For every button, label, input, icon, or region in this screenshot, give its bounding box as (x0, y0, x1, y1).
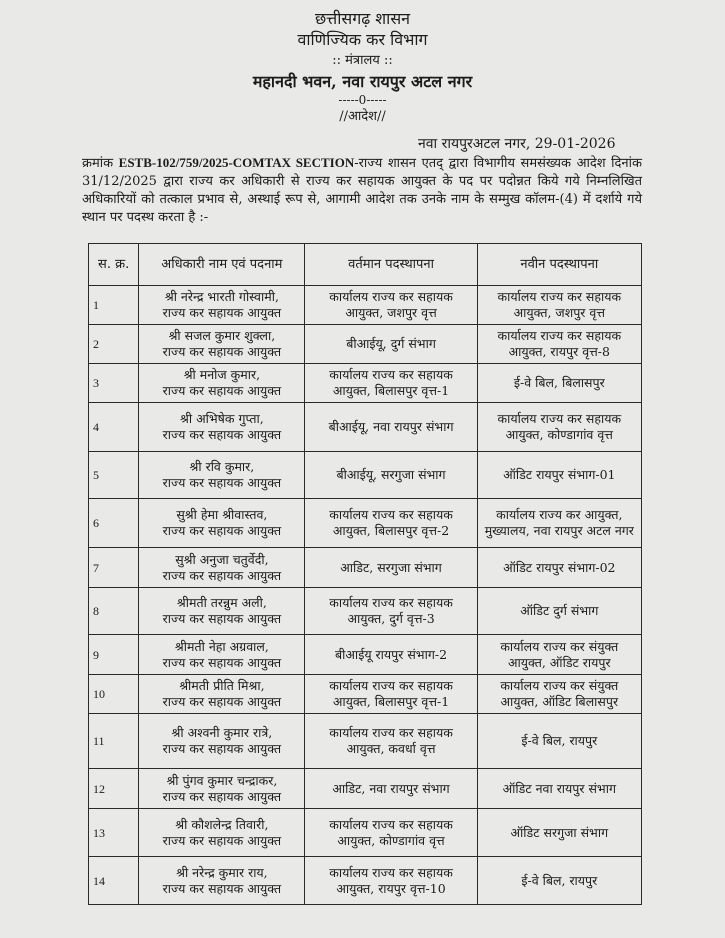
cell-officer (139, 635, 305, 675)
table-row (89, 588, 642, 635)
cell-sn (89, 364, 139, 403)
sn-text: 3 (93, 376, 99, 390)
cell-officer (139, 675, 305, 714)
cell-current-posting (305, 809, 477, 857)
cell-current-posting (305, 548, 477, 588)
cell-current-posting (305, 499, 477, 548)
cell-sn (89, 452, 139, 499)
order-number: ESTB-102/759/2025-COMTAX SECTION (118, 155, 355, 170)
officer-name: श्री पुंगव कुमार चन्द्राकर, (166, 772, 278, 788)
current-posting-text: बीआईयू, नवा रायपुर संभाग (328, 419, 454, 434)
officer-name: सुश्री हेमा श्रीवास्तव, (176, 507, 268, 522)
officer-name: श्री अश्वनी कुमार रात्रे, (171, 725, 273, 740)
cell-sn (89, 325, 139, 364)
order-prefix: क्रमांक (82, 156, 114, 171)
cell-sn (89, 548, 139, 588)
cell-new-posting (477, 769, 641, 809)
mantralaya-title: :: मंत्रालय :: (332, 53, 393, 68)
current-posting-text: कार्यालय राज्य कर सहायक आयुक्त, बिलासपुर वृत्त-1 (329, 678, 453, 709)
current-posting-text: कार्यालय राज्य कर सहायक आयुक्त, दुर्ग वृत्त-3 (329, 595, 453, 626)
sn-text: 14 (93, 873, 105, 888)
sn-text: 5 (93, 468, 99, 482)
cell-officer (139, 769, 305, 809)
officer-designation: राज्य कर सहायक आयुक्त (162, 567, 282, 583)
cell-new-posting (477, 286, 641, 325)
cell-sn (89, 588, 139, 635)
sn-text: 6 (93, 516, 99, 530)
officer-name: श्री कौशलेन्द्र तिवारी, (175, 816, 269, 832)
cell-sn (89, 809, 139, 857)
new-posting-text: ऑडिट रायपुर संभाग-01 (503, 467, 616, 482)
letterhead (0, 0, 725, 125)
officer-designation: राज्य कर सहायक आयुक्त (162, 383, 282, 398)
cell-current-posting (305, 286, 477, 325)
header-current-posting: वर्तमान पदस्थापना (305, 244, 477, 286)
officer-designation: राज्य कर सहायक आयुक्त (162, 344, 282, 359)
cell-new-posting (477, 857, 641, 905)
cell-officer (139, 548, 305, 588)
cell-current-posting (305, 588, 477, 635)
officer-name: श्रीमती नेहा अग्रवाल, (174, 638, 269, 654)
separator: -----0----- (338, 93, 387, 107)
header-new-posting: नवीन पदस्थापना (477, 244, 641, 286)
sn-text: 7 (93, 560, 99, 575)
current-posting-text: बीआईयू, दुर्ग संभाग (346, 336, 436, 351)
cell-current-posting (305, 403, 477, 452)
new-posting-text: कार्यालय राज्य कर सहायक आयुक्त, कोण्डागांव वृत्त (497, 411, 622, 442)
officer-designation: राज्य कर सहायक आयुक्त (162, 523, 282, 538)
cell-officer (139, 588, 305, 635)
new-posting-text: कार्यालय राज्य कर सहायक आयुक्त, जशपुर वृत्त (497, 289, 622, 320)
current-posting-text: कार्यालय राज्य कर सहायक आयुक्त, कोण्डागांव वृत्त (329, 816, 453, 848)
officer-name: श्री रवि कुमार, (189, 459, 255, 474)
current-posting-text: बीआईयू रायपुर संभाग-2 (335, 646, 448, 662)
cell-new-posting (477, 452, 641, 499)
order-title: //आदेश// (339, 109, 386, 124)
cell-new-posting (477, 714, 641, 769)
cell-officer (139, 286, 305, 325)
cell-current-posting (305, 857, 477, 905)
sn-text: 10 (93, 687, 105, 701)
cell-sn (89, 499, 139, 548)
cell-new-posting (477, 675, 641, 714)
new-posting-text: कार्यालय राज्य कर संयुक्त आयुक्त, ऑडिट बिलासपुर (500, 678, 619, 709)
officer-designation: राज्य कर सहायक आयुक्त (162, 475, 282, 490)
cell-officer (139, 857, 305, 905)
cell-current-posting (305, 325, 477, 364)
sn-text: 4 (93, 420, 99, 434)
cell-current-posting (305, 769, 477, 809)
current-posting-text: बीआईयू, सरगुजा संभाग (336, 467, 446, 482)
new-posting-text: ई-वे बिल, रायपुर (521, 872, 598, 888)
officer-name: श्री सजल कुमार शुक्ला, (168, 328, 276, 343)
new-posting-text: ऑडिट सरगुजा संभाग (510, 824, 609, 840)
order-paragraph (82, 154, 642, 227)
sn-text: 13 (93, 825, 105, 840)
officer-name: श्रीमती प्रीति मिश्रा, (179, 678, 265, 693)
cell-new-posting (477, 325, 641, 364)
new-posting-text: ऑडिट रायपुर संभाग-02 (503, 559, 616, 575)
address-title: महानदी भवन, नवा रायपुर अटल नगर (252, 72, 473, 91)
cell-new-posting (477, 403, 641, 452)
cell-current-posting (305, 364, 477, 403)
cell-officer (139, 325, 305, 364)
sn-text: 2 (93, 337, 99, 351)
table-body (89, 286, 642, 905)
sn-text: 1 (93, 298, 99, 312)
officer-name: श्री नरेन्द्र कुमार राय, (176, 864, 268, 880)
cell-sn (89, 769, 139, 809)
table-row (89, 452, 642, 499)
new-posting-text: कार्यालय राज्य कर आयुक्त, मुख्यालय, नवा रायपुर अटल नगर (484, 507, 634, 538)
table-row (89, 809, 642, 857)
cell-sn (89, 675, 139, 714)
cell-sn (89, 635, 139, 675)
cell-officer (139, 452, 305, 499)
current-posting-text: आडिट, सरगुजा संभाग (340, 559, 442, 575)
new-posting-text: कार्यालय राज्य कर सहायक आयुक्त, रायपुर वृत्त-8 (497, 328, 622, 359)
sn-text: 9 (93, 647, 99, 662)
cell-sn (89, 714, 139, 769)
table-row (89, 364, 642, 403)
table-row (89, 499, 642, 548)
sn-text: 8 (93, 604, 99, 618)
current-posting-text: कार्यालय राज्य कर सहायक आयुक्त, जशपुर वृत्त (329, 289, 453, 320)
cell-officer (139, 809, 305, 857)
cell-new-posting (477, 588, 641, 635)
officer-designation: राज्य कर सहायक आयुक्त (162, 741, 282, 756)
officer-designation: राज्य कर सहायक आयुक्त (162, 611, 282, 626)
table-row (89, 769, 642, 809)
new-posting-text: कार्यालय राज्य कर संयुक्त आयुक्त, ऑडिट रायपुर (500, 638, 619, 670)
place-date: नवा रायपुरअटल नगर, 29-01-2026 (418, 136, 616, 152)
table-row (89, 714, 642, 769)
cell-officer (139, 499, 305, 548)
cell-new-posting (477, 364, 641, 403)
cell-new-posting (477, 635, 641, 675)
officer-designation: राज्य कर सहायक आयुक्त (162, 654, 282, 670)
cell-sn (89, 857, 139, 905)
cell-current-posting (305, 675, 477, 714)
officer-name: सुश्री अनुजा चतुर्वेदी, (175, 551, 269, 567)
sn-text: 11 (93, 734, 105, 748)
cell-officer (139, 714, 305, 769)
table-row (89, 325, 642, 364)
officer-name: श्री नरेन्द्र भारती गोस्वामी, (164, 289, 279, 304)
cell-officer (139, 364, 305, 403)
officer-name: श्री अभिषेक गुप्ता, (180, 411, 264, 426)
posting-table (88, 243, 642, 905)
current-posting-text: कार्यालय राज्य कर सहायक आयुक्त, बिलासपुर वृत्त-2 (329, 507, 453, 538)
officer-designation: राज्य कर सहायक आयुक्त (162, 694, 282, 709)
officer-designation: राज्य कर सहायक आयुक्त (162, 788, 282, 804)
new-posting-text: ऑडिट नवा रायपुर संभाग (502, 780, 616, 796)
cell-new-posting (477, 548, 641, 588)
current-posting-text: कार्यालय राज्य कर सहायक आयुक्त, रायपुर वृत्त-10 (329, 864, 453, 896)
current-posting-text: कार्यालय राज्य कर सहायक आयुक्त, कवर्धा वृत्त (329, 725, 453, 756)
header-sn: स. क्र. (89, 244, 139, 286)
table-row (89, 675, 642, 714)
table-header-row (89, 244, 642, 286)
officer-designation: राज्य कर सहायक आयुक्त (162, 305, 282, 320)
new-posting-text: ई-वे बिल, रायपुर (521, 733, 598, 748)
current-posting-text: आडिट, नवा रायपुर संभाग (332, 780, 450, 796)
officer-designation: राज्य कर सहायक आयुक्त (162, 427, 282, 442)
table-row (89, 286, 642, 325)
cell-new-posting (477, 809, 641, 857)
current-posting-text: कार्यालय राज्य कर सहायक आयुक्त, बिलासपुर वृत्त-1 (329, 367, 453, 398)
table-row (89, 857, 642, 905)
officer-designation: राज्य कर सहायक आयुक्त (162, 832, 282, 848)
officer-name: श्रीमती तरन्नुम अली, (176, 595, 267, 610)
table-row (89, 635, 642, 675)
cell-officer (139, 403, 305, 452)
cell-new-posting (477, 499, 641, 548)
cell-current-posting (305, 714, 477, 769)
cell-sn (89, 286, 139, 325)
header-name: अधिकारी नाम एवं पदनाम (139, 244, 305, 286)
officer-name: श्री मनोज कुमार, (183, 367, 261, 382)
cell-current-posting (305, 452, 477, 499)
officer-designation: राज्य कर सहायक आयुक्त (162, 880, 282, 896)
govt-title: छत्तीसगढ़ शासन (314, 9, 411, 28)
sn-text: 12 (93, 781, 105, 796)
new-posting-text: ऑडिट दुर्ग संभाग (520, 603, 599, 618)
table-row (89, 403, 642, 452)
department-title: वाणिज्यिक कर विभाग (297, 30, 428, 49)
table-row (89, 548, 642, 588)
order-text: -राज्य शासन एतद् द्वारा विभागीय समसंख्यक आदेश दिनांक 31/12/2025 द्वारा राज्य कर अधिकारी से राज्य कर सहायक आयुक्त के पद पर पदोन्नत किये गये निम्नलिखित अधिकारियों को तत्काल प्रभाव से, अस्थाई रूप से, आगामी आदेश तक उनके नाम के सम्मुख कॉलम-(4) में दर्शाये गये स्थान पर पदस्थ करता है :- (82, 156, 642, 225)
cell-current-posting (305, 635, 477, 675)
cell-sn (89, 403, 139, 452)
new-posting-text: ई-वे बिल, बिलासपुर (513, 375, 605, 390)
